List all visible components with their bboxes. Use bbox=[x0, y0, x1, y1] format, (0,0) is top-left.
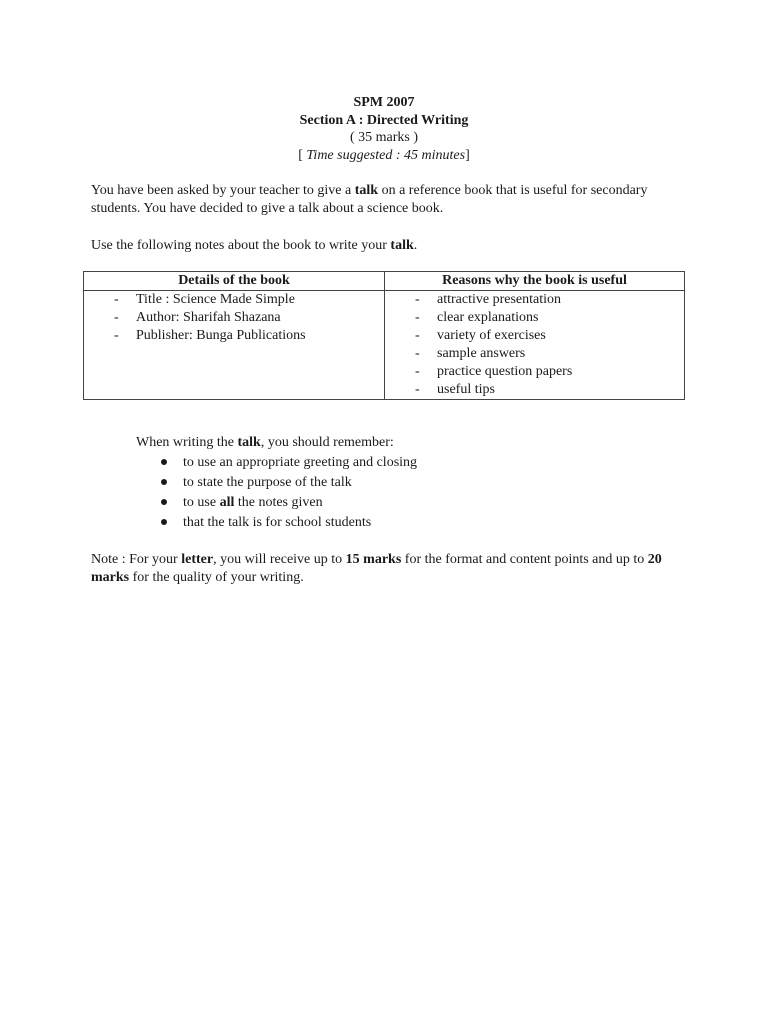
table-header-details: Details of the book bbox=[84, 272, 385, 291]
bullet-item: to use all the notes given bbox=[160, 494, 417, 514]
list-item: - practice question papers bbox=[415, 364, 573, 379]
table-header-reasons: Reasons why the book is useful bbox=[385, 272, 685, 291]
marks-label: ( 35 marks ) bbox=[349, 130, 419, 145]
list-item: - sample answers bbox=[415, 346, 526, 361]
marking-note: Note : For your letter, you will receive up to 15 marks for the format and content points and up to 20 marks for the quality of your writing. bbox=[91, 552, 662, 585]
intro-paragraph: You have been asked by your teacher to give a talk on a reference book that is useful for secondary students. You have decided to give a talk about a science book. bbox=[91, 183, 648, 216]
notes-table bbox=[83, 271, 685, 400]
exam-title: SPM 2007 bbox=[353, 95, 415, 110]
list-item: - Publisher: Bunga Publications bbox=[114, 328, 306, 343]
list-item: - clear explanations bbox=[415, 310, 539, 325]
time-suggested: [ Time suggested : 45 minutes] bbox=[298, 148, 470, 163]
remember-list bbox=[160, 454, 417, 534]
reasons-cell bbox=[385, 291, 685, 400]
list-item: - Title : Science Made Simple bbox=[114, 292, 295, 307]
bullet-item: to use an appropriate greeting and closing bbox=[160, 454, 417, 474]
list-item: - attractive presentation bbox=[415, 292, 561, 307]
use-notes-instruction: Use the following notes about the book to write your talk. bbox=[91, 238, 418, 253]
list-item: - variety of exercises bbox=[415, 328, 546, 343]
section-heading: Section A : Directed Writing bbox=[299, 113, 469, 128]
remember-intro: When writing the talk, you should remember: bbox=[136, 435, 394, 450]
list-item: - useful tips bbox=[415, 382, 495, 397]
bullet-item: that the talk is for school students bbox=[160, 514, 417, 534]
list-item: - Author: Sharifah Shazana bbox=[114, 310, 281, 325]
details-cell bbox=[84, 291, 385, 400]
bullet-item: to state the purpose of the talk bbox=[160, 474, 417, 494]
